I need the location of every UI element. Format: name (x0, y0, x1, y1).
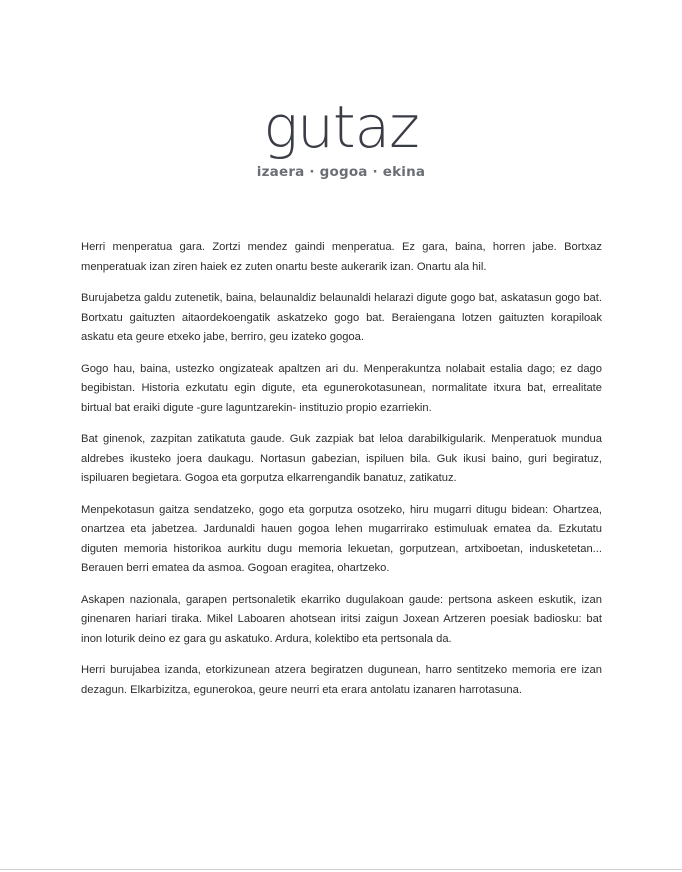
page-subtitle: izaera · gogoa · ekina (256, 164, 426, 180)
article-body (81, 238, 602, 712)
paragraph-4: Bat ginenok, zazpitan zatikatuta gaude. Guk zazpiak bat leloa darabilkigularik. Menperatuok mundua aldrebes ikusteko joera daukagu. Nortasun gabezian, ispiluen bila. Guk ikusi baino, guri begiratuz, ispiluaren begietara. Gogoa eta gorputza elkarrengandik banatuz, zatikatuz. (81, 433, 602, 484)
paragraph-5: Menpekotasun gaitza sendatzeko, gogo eta gorputza osotzeko, hiru mugarri ditugu bidean: Ohartzea, onartzea eta jabetzea. Jardunaldi hauen gogoa lehen mugarrirako estimuluak ematea da. Ezkutatu diguten memoria historikoa aurkitu dugu memoria lekuetan, gorputzean, artxiboetan, indusketetan... Berauen berri ematea da asmoa. Gogoan eragitea, ohartzeko. (81, 503, 602, 574)
paragraph-2: Burujabetza galdu zutenetik, baina, belaunaldiz belaunaldi helarazi digute gogo bat, askatasun gogo bat. Bortxatu gaituzten aitaordekoengatik askatzeko gogo bat. Beraiengana lotzen gaituzten korapiloak askatu eta geure etxeko jabe, berriro, geu izateko gogoa. (81, 292, 602, 343)
page-title: gutaz (263, 93, 419, 161)
paragraph-3: Gogo hau, baina, ustezko ongizateak apaltzen ari du. Menperakuntza nolabait estalia dago; ez dago begibistan. Historia ezkutatu egin digute, eta egunerokotasunean, normalitate itxura bat, errealitate birtual bat eraiki digute -gure laguntzarekin- instituzio propio ezarriekin. (81, 362, 602, 414)
page-header (0, 92, 682, 180)
bottom-divider (0, 869, 682, 870)
paragraph-7: Herri burujabea izanda, etorkizunean atzera begiratzen dugunean, harro sentitzeko memoria ere izan dezagun. Elkarbizitza, egunerokoa, geure neurri eta erara antolatu izanaren harrotasuna. (81, 664, 602, 696)
paragraph-1: Herri menperatua gara. Zortzi mendez gaindi menperatua. Ez gara, baina, horren jabe. Bortxaz menperatuak izan ziren haiek ez zuten onartu beste aukerarik izan. Onartu ala hil. (81, 241, 602, 273)
paragraph-6: Askapen nazionala, garapen pertsonaletik ekarriko dugulakoan gaude: pertsona askeen eskutik, izan ginenaren hariari tiraka. Mikel Laboaren ahotsean iritsi zaigun Joxean Artzeren poesiak badiosku: bat inon loturik deino ez gara gu askatuko. Ardura, kolektibo eta pertsonala da. (81, 593, 602, 645)
